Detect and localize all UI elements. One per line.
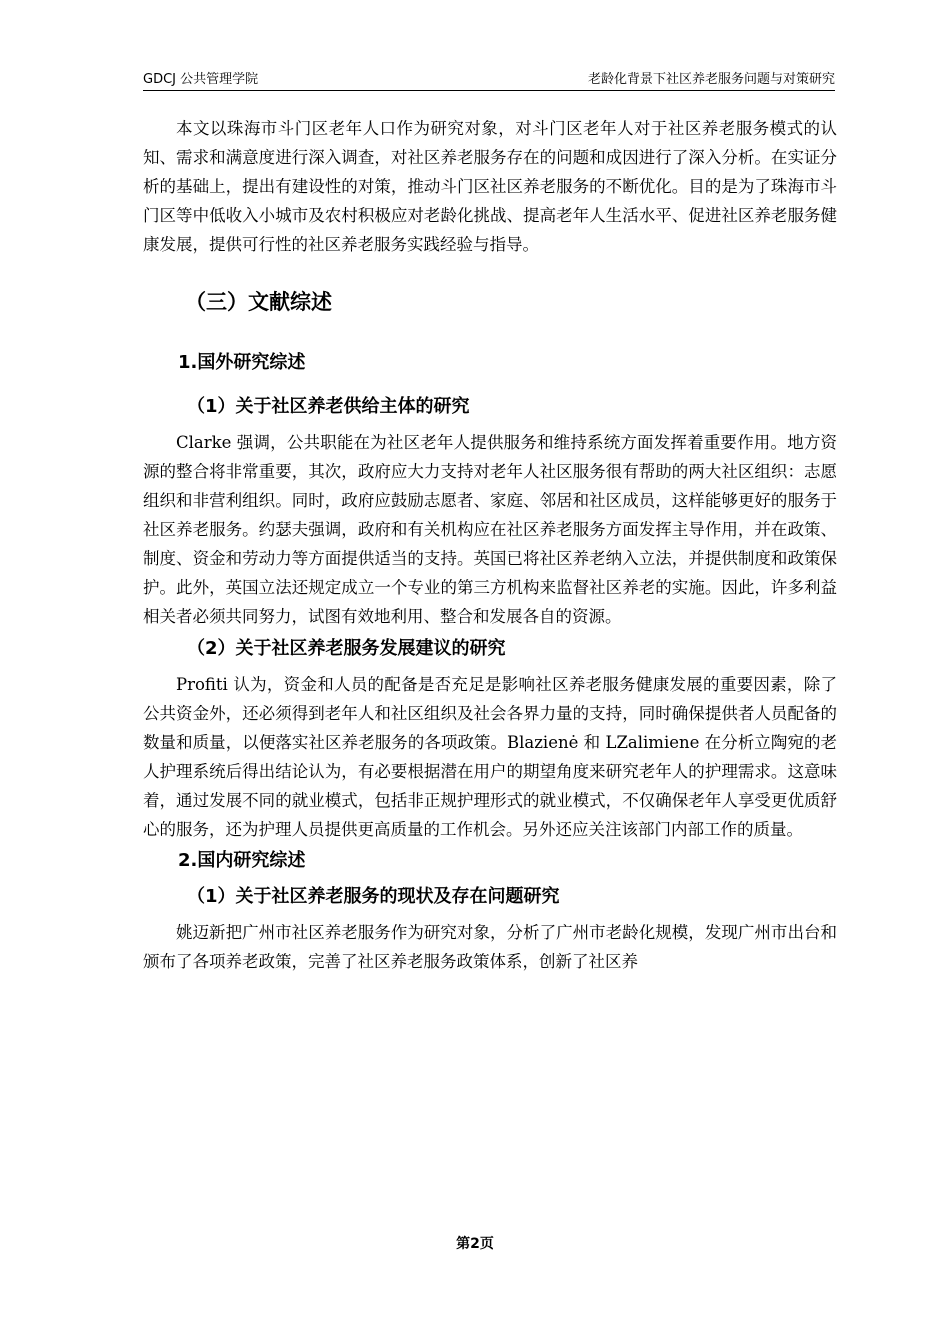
subsubsection-heading-development-suggestions: （2）关于社区养老服务发展建议的研究 [187, 638, 506, 659]
subsection-heading-foreign: 1.国外研究综述 [178, 352, 306, 373]
paragraph-status-problems: 姚迈新把广州市社区养老服务作为研究对象，分析了广州市老龄化规模，发现广州市出台和颁布了各项养老政策，完善了社区养老服务政策体系，创新了社区养 [143, 923, 837, 971]
page-content [143, 114, 837, 976]
header-paper-title: 老龄化背景下社区养老服务问题与对策研究 [587, 72, 835, 87]
intro-paragraph: 本文以珠海市斗门区老年人口作为研究对象，对斗门区老年人对于社区养老服务模式的认知、需求和满意度进行深入调查，对社区养老服务存在的问题和成因进行了深入分析。在实证分析的基础上，提出有建设性的对策，推动斗门区社区养老服务的不断优化。目的是为了珠海市斗门区等中低收入小城市及农村积极应对老龄化挑战、提高老年人生活水平、促进社区养老服务健康发展，提供可行性的社区养老服务实践经验与指导。 [143, 119, 837, 254]
section-heading-literature-review: （三）文献综述 [185, 290, 332, 314]
paragraph-development-suggestions: Profiti 认为，资金和人员的配备是否充足是影响社区养老服务健康发展的重要因素，除了公共资金外，还必须得到老年人和社区组织及社会各界力量的支持，同时确保提供者人员配备的数量和质量，以便落实社区养老服务的各项政策。Blazienė 和 LZalimiene 在分析立陶宛的老人护理系统后得出结论认为，有必要根据潜在用户的期望角度来研究老年人的护理需求。这意味着，通过发展不同的就业模式，包括非正规护理形式的就业模式，不仅确保老年人享受更优质舒心的服务，还为护理人员提供更高质量的工作机会。另外还应关注该部门内部工作的质量。 [143, 675, 837, 839]
page-header [143, 66, 835, 91]
subsubsection-heading-supply-subject: （1）关于社区养老供给主体的研究 [187, 396, 470, 417]
page-number: 第2页 [456, 1236, 494, 1252]
header-institution: GDCJ 公共管理学院 [143, 72, 259, 87]
subsubsection-heading-status-problems: （1）关于社区养老服务的现状及存在问题研究 [187, 886, 560, 907]
paragraph-supply-subject: Clarke 强调，公共职能在为社区老年人提供服务和维持系统方面发挥着重要作用。地方资源的整合将非常重要，其次，政府应大力支持对老年人社区服务很有帮助的两大社区组织：志愿组织和非营利组织。同时，政府应鼓励志愿者、家庭、邻居和社区成员，这样能够更好的服务于社区养老服务。约瑟夫强调，政府和有关机构应在社区养老服务方面发挥主导作用，并在政策、制度、资金和劳动力等方面提供适当的支持。英国已将社区养老纳入立法，并提供制度和政策保护。此外，英国立法还规定成立一个专业的第三方机构来监督社区养老的实施。因此，许多利益相关者必须共同努力，试图有效地利用、整合和发展各自的资源。 [143, 433, 837, 626]
subsection-heading-domestic: 2.国内研究综述 [178, 850, 306, 871]
